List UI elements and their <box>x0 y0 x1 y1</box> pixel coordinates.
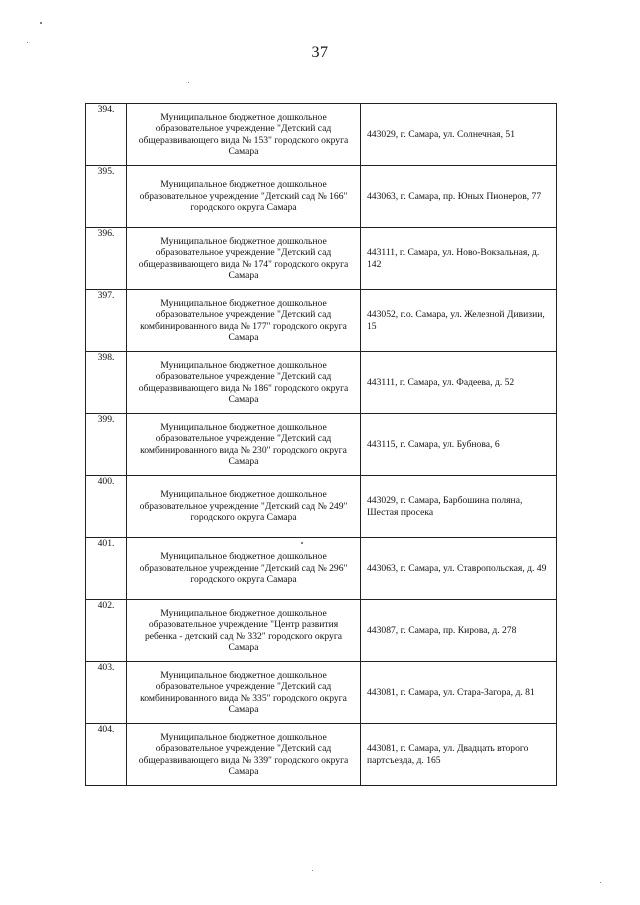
institution-address: 443081, г. Самара, ул. Двадцать второго партсъезда, д. 165 <box>361 724 557 786</box>
scan-speck <box>301 542 303 544</box>
institution-address: 443115, г. Самара, ул. Бубнова, 6 <box>361 414 557 476</box>
institution-address: 443052, г.о. Самара, ул. Железной Дивизии, 15 <box>361 290 557 352</box>
institution-name: Муниципальное бюджетное дошкольное образовательное учреждение "Детский сад общеразвивающего вида № 174" городского округа Самара <box>127 228 361 290</box>
row-number: 403. <box>86 662 127 724</box>
institution-address: 443029, г. Самара, ул. Солнечная, 51 <box>361 104 557 166</box>
table-row <box>86 724 557 786</box>
row-number: 397. <box>86 290 127 352</box>
institution-name: Муниципальное бюджетное дошкольное образовательное учреждение "Детский сад общеразвивающего вида № 153" городского округа Самара <box>127 104 361 166</box>
table-row <box>86 662 557 724</box>
row-number: 394. <box>86 104 127 166</box>
row-number: 404. <box>86 724 127 786</box>
row-number: 401. <box>86 538 127 600</box>
institution-address: 443063, г. Самара, ул. Ставропольская, д. 49 <box>361 538 557 600</box>
scan-speck <box>188 82 189 83</box>
page-number: 37 <box>311 44 329 61</box>
institution-address: 443111, г. Самара, ул. Ново-Вокзальная, д. 142 <box>361 228 557 290</box>
institution-name: Муниципальное бюджетное дошкольное образовательное учреждение "Детский сад № 166" городского округа Самара <box>127 166 361 228</box>
institution-name: Муниципальное бюджетное дошкольное образовательное учреждение "Детский сад комбинированного вида № 177" городского округа Самара <box>127 290 361 352</box>
row-number: 400. <box>86 476 127 538</box>
table-row <box>86 228 557 290</box>
row-number: 402. <box>86 600 127 662</box>
institution-name: Муниципальное бюджетное дошкольное образовательное учреждение "Детский сад комбинированного вида № 335" городского округа Самара <box>127 662 361 724</box>
institution-address: 443029, г. Самара, Барбошина поляна, Шестая просека <box>361 476 557 538</box>
row-number: 396. <box>86 228 127 290</box>
institution-name: Муниципальное бюджетное дошкольное образовательное учреждение "Детский сад комбинированного вида № 230" городского округа Самара <box>127 414 361 476</box>
table-row <box>86 414 557 476</box>
table-row <box>86 290 557 352</box>
institutions-table-body <box>86 104 557 786</box>
table-row <box>86 538 557 600</box>
scan-speck <box>312 870 313 871</box>
institution-name: Муниципальное бюджетное дошкольное образовательное учреждение "Детский сад общеразвивающего вида № 339" городского округа Самара <box>127 724 361 786</box>
institution-address: 443111, г. Самара, ул. Фадеева, д. 52 <box>361 352 557 414</box>
institution-name: Муниципальное бюджетное дошкольное образовательное учреждение "Центр развития ребенка - детский сад № 332" городского округа Самара <box>127 600 361 662</box>
institution-address: 443081, г. Самара, ул. Стара-Загора, д. 81 <box>361 662 557 724</box>
institution-address: 443063, г. Самара, пр. Юных Пионеров, 77 <box>361 166 557 228</box>
scan-speck <box>40 22 42 24</box>
row-number: 398. <box>86 352 127 414</box>
institutions-table <box>85 103 557 786</box>
table-row <box>86 352 557 414</box>
scan-speck <box>27 42 28 43</box>
institution-name: Муниципальное бюджетное дошкольное образовательное учреждение "Детский сад № 249" городского округа Самара <box>127 476 361 538</box>
table-row <box>86 104 557 166</box>
institution-address: 443087, г. Самара, пр. Кирова, д. 278 <box>361 600 557 662</box>
table-row <box>86 476 557 538</box>
table-row <box>86 600 557 662</box>
institution-name: Муниципальное бюджетное дошкольное образовательное учреждение "Детский сад общеразвивающего вида № 186" городского округа Самара <box>127 352 361 414</box>
table-row <box>86 166 557 228</box>
institution-name: Муниципальное бюджетное дошкольное образовательное учреждение "Детский сад № 296" городского округа Самара <box>127 538 361 600</box>
scan-speck <box>600 882 601 883</box>
row-number: 399. <box>86 414 127 476</box>
row-number: 395. <box>86 166 127 228</box>
